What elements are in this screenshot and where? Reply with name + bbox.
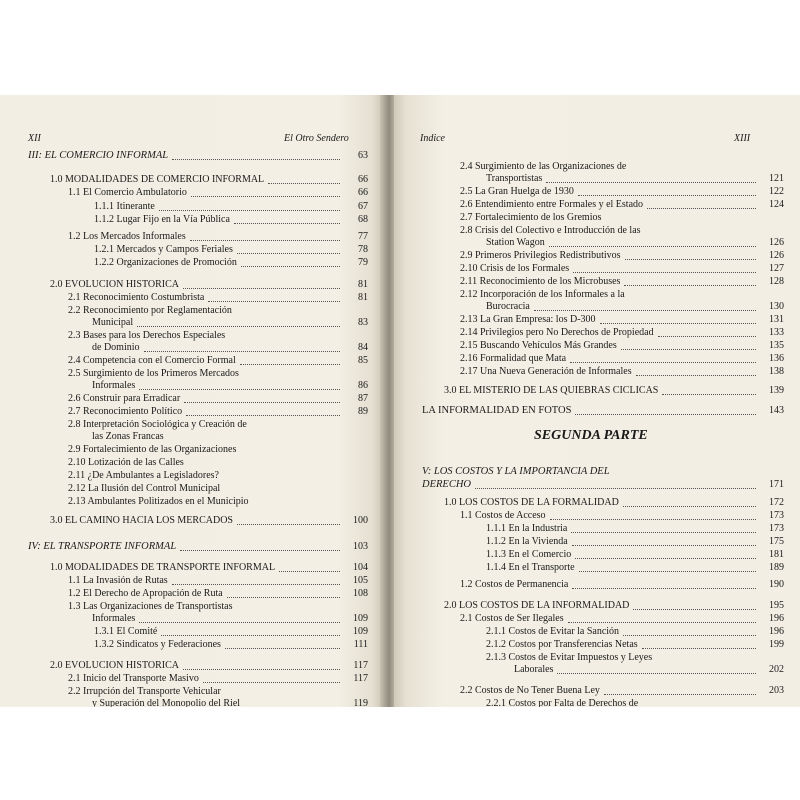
toc-entry: 2.16 Formalidad que Mata bbox=[460, 353, 567, 364]
toc-entry: 1.1 Costos de Acceso bbox=[460, 510, 546, 521]
toc-page-number: 122 bbox=[769, 186, 784, 197]
dot-leader bbox=[186, 415, 340, 416]
toc-page-number: 87 bbox=[358, 393, 368, 404]
dot-leader bbox=[570, 362, 756, 363]
toc-entry: III: EL COMERCIO INFORMAL bbox=[28, 150, 169, 161]
toc-page-number: 100 bbox=[353, 515, 368, 526]
toc-page-number: 83 bbox=[358, 317, 368, 328]
dot-leader bbox=[572, 545, 756, 546]
toc-entry: 2.13 Ambulantes Politizados en el Municipio bbox=[68, 496, 249, 507]
toc-entry: 2.0 EVOLUCION HISTORICA bbox=[50, 660, 179, 671]
dot-leader bbox=[137, 326, 340, 327]
dot-leader bbox=[183, 288, 340, 289]
toc-entry: 1.2.2 Organizaciones de Promoción bbox=[94, 257, 237, 268]
toc-entry: 2.2.1 Costos por Falta de Derechos de bbox=[486, 698, 639, 707]
dot-leader bbox=[625, 259, 756, 260]
dot-leader bbox=[557, 673, 756, 674]
toc-entry: 2.3 Bases para los Derechos Especiales bbox=[68, 330, 226, 341]
toc-entry: 2.6 Entendimiento entre Formales y el Estado bbox=[460, 199, 644, 210]
dot-leader bbox=[621, 349, 756, 350]
toc-page-number: 119 bbox=[353, 698, 368, 707]
dot-leader bbox=[241, 266, 340, 267]
toc-entry: 2.12 La Ilusión del Control Municipal bbox=[68, 483, 221, 494]
toc-entry: 2.7 Fortalecimiento de los Gremios bbox=[460, 212, 602, 223]
toc-page-number: 81 bbox=[358, 279, 368, 290]
dot-leader bbox=[575, 558, 756, 559]
dot-leader bbox=[191, 196, 340, 197]
toc-entry: DERECHO bbox=[422, 479, 471, 490]
toc-page-number: 173 bbox=[769, 523, 784, 534]
toc-page-number: 175 bbox=[769, 536, 784, 547]
part-heading: SEGUNDA PARTE bbox=[534, 428, 648, 443]
dot-leader bbox=[600, 323, 756, 324]
dot-leader bbox=[647, 208, 756, 209]
toc-page-number: 68 bbox=[358, 214, 368, 225]
toc-page-number: 109 bbox=[353, 613, 368, 624]
toc-entry: 2.1 Costos de Ser Ilegales bbox=[460, 613, 564, 624]
toc-entry: 1.0 MODALIDADES DE COMERCIO INFORMAL bbox=[50, 174, 265, 185]
toc-page-number: 138 bbox=[769, 366, 784, 377]
dot-leader bbox=[184, 402, 340, 403]
toc-entry: 2.13 La Gran Empresa: los D-300 bbox=[460, 314, 596, 325]
toc-entry: 2.12 Incorporación de los Informales a la bbox=[460, 289, 625, 300]
dot-leader bbox=[172, 584, 340, 585]
dot-leader bbox=[604, 694, 756, 695]
toc-entry: 1.3.1 El Comité bbox=[94, 626, 158, 637]
dot-leader bbox=[161, 635, 340, 636]
toc-entry: 2.6 Construir para Erradicar bbox=[68, 393, 181, 404]
toc-entry: las Zonas Francas bbox=[92, 431, 164, 442]
toc-page-number: 111 bbox=[353, 639, 368, 650]
toc-page-number: 104 bbox=[353, 562, 368, 573]
dot-leader bbox=[227, 597, 340, 598]
toc-page-number: 135 bbox=[769, 340, 784, 351]
toc-entry: 1.0 MODALIDADES DE TRANSPORTE INFORMAL bbox=[50, 562, 276, 573]
toc-entry: IV: EL TRANSPORTE INFORMAL bbox=[28, 541, 177, 552]
toc-entry: 1.2 Costos de Permanencia bbox=[460, 579, 569, 590]
dot-leader bbox=[636, 375, 756, 376]
toc-page-number: 181 bbox=[769, 549, 784, 560]
toc-entry: 1.0 LOS COSTOS DE LA FORMALIDAD bbox=[444, 497, 619, 508]
dot-leader bbox=[642, 648, 756, 649]
toc-entry: 2.4 Surgimiento de las Organizaciones de bbox=[460, 161, 627, 172]
toc-entry: 2.4 Competencia con el Comercio Formal bbox=[68, 355, 236, 366]
toc-page-number: 78 bbox=[358, 244, 368, 255]
dot-leader bbox=[234, 223, 340, 224]
toc-page-number: 117 bbox=[353, 673, 368, 684]
toc-entry: 2.1.1 Costos de Evitar la Sanción bbox=[486, 626, 620, 637]
toc-entry: 2.14 Privilegios pero No Derechos de Propiedad bbox=[460, 327, 654, 338]
toc-entry: LA INFORMALIDAD EN FOTOS bbox=[422, 405, 572, 416]
toc-entry: Station Wagon bbox=[486, 237, 545, 248]
toc-page-number: 202 bbox=[769, 664, 784, 675]
dot-leader bbox=[578, 195, 756, 196]
toc-page-number: 189 bbox=[769, 562, 784, 573]
toc-page-number: 108 bbox=[353, 588, 368, 599]
toc-entry: 2.0 EVOLUCION HISTORICA bbox=[50, 279, 179, 290]
dot-leader bbox=[268, 183, 340, 184]
page-number-right: XIII bbox=[734, 133, 751, 144]
dot-leader bbox=[571, 532, 756, 533]
toc-page-number: 203 bbox=[769, 685, 784, 696]
dot-leader bbox=[159, 210, 340, 211]
toc-entry: y Superación del Monopolio del Riel bbox=[92, 698, 241, 707]
toc-page-number: 128 bbox=[769, 276, 784, 287]
toc-page-number: 172 bbox=[769, 497, 784, 508]
toc-page-number: 196 bbox=[769, 613, 784, 624]
dot-leader bbox=[573, 272, 756, 273]
toc-entry: 2.1.2 Costos por Transferencias Netas bbox=[486, 639, 638, 650]
toc-page-number: 131 bbox=[769, 314, 784, 325]
toc-entry: 1.1.4 En el Transporte bbox=[486, 562, 575, 573]
toc-page-number: 86 bbox=[358, 380, 368, 391]
toc-page-number: 196 bbox=[769, 626, 784, 637]
toc-page-number: 103 bbox=[353, 541, 368, 552]
toc-entry: 2.1 Inicio del Transporte Masivo bbox=[68, 673, 199, 684]
toc-entry: Municipal bbox=[92, 317, 134, 328]
dot-leader bbox=[549, 246, 756, 247]
dot-leader bbox=[180, 550, 340, 551]
toc-page-number: 121 bbox=[769, 173, 784, 184]
dot-leader bbox=[575, 414, 756, 415]
toc-page-number: 67 bbox=[358, 201, 368, 212]
toc-page-number: 79 bbox=[358, 257, 368, 268]
toc-entry: 2.9 Fortalecimiento de las Organizaciones bbox=[68, 444, 237, 455]
toc-entry: 2.17 Una Nueva Generación de Informales bbox=[460, 366, 632, 377]
dot-leader bbox=[190, 240, 340, 241]
toc-entry: 3.0 EL CAMINO HACIA LOS MERCADOS bbox=[50, 515, 233, 526]
dot-leader bbox=[579, 571, 756, 572]
dot-leader bbox=[623, 635, 756, 636]
dot-leader bbox=[624, 285, 756, 286]
toc-page-number: 130 bbox=[769, 301, 784, 312]
toc-entry: 1.1.1 Itinerante bbox=[94, 201, 155, 212]
dot-leader bbox=[534, 310, 756, 311]
toc-entry: 2.1 Reconocimiento Costumbrista bbox=[68, 292, 205, 303]
toc-page-number: 195 bbox=[769, 600, 784, 611]
dot-leader bbox=[172, 159, 340, 160]
running-title-index: Indice bbox=[420, 133, 445, 144]
toc-entry: 2.5 La Gran Huelga de 1930 bbox=[460, 186, 574, 197]
dot-leader bbox=[139, 389, 340, 390]
toc-page-number: 127 bbox=[769, 263, 784, 274]
toc-entry: 1.2 El Derecho de Apropación de Ruta bbox=[68, 588, 223, 599]
dot-leader bbox=[550, 519, 756, 520]
toc-entry: 2.5 Surgimiento de los Primeros Mercados bbox=[68, 368, 239, 379]
toc-entry: de Dominio bbox=[92, 342, 140, 353]
toc-page-number: 171 bbox=[769, 479, 784, 490]
toc-entry: 2.2 Reconocimiento por Reglamentación bbox=[68, 305, 232, 316]
toc-entry: 2.10 Crisis de los Formales bbox=[460, 263, 570, 274]
toc-page-number: 66 bbox=[358, 187, 368, 198]
toc-entry: 1.1.2 Lugar Fijo en la Vía Pública bbox=[94, 214, 230, 225]
toc-entry: Informales bbox=[92, 380, 136, 391]
dot-leader bbox=[475, 488, 756, 489]
dot-leader bbox=[662, 394, 756, 395]
dot-leader bbox=[568, 622, 756, 623]
toc-page-number: 105 bbox=[353, 575, 368, 586]
toc-entry: 1.1.3 En el Comercio bbox=[486, 549, 572, 560]
toc-page-number: 124 bbox=[769, 199, 784, 210]
toc-entry: Transportistas bbox=[486, 173, 543, 184]
dot-leader bbox=[237, 524, 340, 525]
toc-page-number: 81 bbox=[358, 292, 368, 303]
toc-entry: 1.1.2 En la Vivienda bbox=[486, 536, 568, 547]
toc-entry: 1.1.1 En la Industria bbox=[486, 523, 568, 534]
toc-page-number: 139 bbox=[769, 385, 784, 396]
toc-entry: Informales bbox=[92, 613, 136, 624]
toc-entry: 1.1 La Invasión de Rutas bbox=[68, 575, 168, 586]
right-page bbox=[394, 95, 800, 707]
toc-page-number: 126 bbox=[769, 237, 784, 248]
toc-page-number: 109 bbox=[353, 626, 368, 637]
dot-leader bbox=[237, 253, 340, 254]
toc-entry: 2.1.3 Costos de Evitar Impuestos y Leyes bbox=[486, 652, 653, 663]
toc-entry: 1.3.2 Sindicatos y Federaciones bbox=[94, 639, 221, 650]
dot-leader bbox=[240, 364, 340, 365]
toc-page-number: 190 bbox=[769, 579, 784, 590]
toc-page-number: 84 bbox=[358, 342, 368, 353]
toc-page-number: 126 bbox=[769, 250, 784, 261]
dot-leader bbox=[633, 609, 756, 610]
toc-entry: 2.10 Lotización de las Calles bbox=[68, 457, 184, 468]
dot-leader bbox=[546, 182, 756, 183]
running-title: El Otro Sendero bbox=[284, 133, 349, 144]
toc-entry: V: LOS COSTOS Y LA IMPORTANCIA DEL bbox=[422, 466, 610, 477]
toc-entry: 3.0 EL MISTERIO DE LAS QUIEBRAS CICLICAS bbox=[444, 385, 659, 396]
toc-page-number: 89 bbox=[358, 406, 368, 417]
book-spread bbox=[0, 95, 800, 707]
toc-page-number: 117 bbox=[353, 660, 368, 671]
dot-leader bbox=[208, 301, 340, 302]
toc-page-number: 199 bbox=[769, 639, 784, 650]
toc-entry: 2.11 ¿De Ambulantes a Legisladores? bbox=[68, 470, 219, 481]
dot-leader bbox=[623, 506, 756, 507]
toc-page-number: 133 bbox=[769, 327, 784, 338]
toc-entry: Laborales bbox=[514, 664, 554, 675]
toc-page-number: 143 bbox=[769, 405, 784, 416]
toc-entry: 2.7 Reconocimiento Político bbox=[68, 406, 183, 417]
toc-entry: 1.2.1 Mercados y Campos Feriales bbox=[94, 244, 233, 255]
toc-entry: 2.9 Primeros Privilegios Redistributivos bbox=[460, 250, 621, 261]
toc-entry: 2.11 Reconocimiento de los Microbuses bbox=[460, 276, 621, 287]
toc-page-number: 136 bbox=[769, 353, 784, 364]
left-page bbox=[0, 95, 384, 707]
toc-entry: Burocracia bbox=[486, 301, 530, 312]
toc-entry: 2.2 Irrupción del Transporte Vehicular bbox=[68, 686, 221, 697]
toc-entry: 1.3 Las Organizaciones de Transportistas bbox=[68, 601, 233, 612]
toc-page-number: 66 bbox=[358, 174, 368, 185]
toc-page-number: 63 bbox=[358, 150, 368, 161]
dot-leader bbox=[658, 336, 756, 337]
dot-leader bbox=[225, 648, 340, 649]
toc-entry: 2.15 Buscando Vehículos Más Grandes bbox=[460, 340, 617, 351]
page-number-left: XII bbox=[28, 133, 41, 144]
dot-leader bbox=[572, 588, 756, 589]
dot-leader bbox=[183, 669, 340, 670]
toc-page-number: 173 bbox=[769, 510, 784, 521]
toc-entry: 1.1 El Comercio Ambulatorio bbox=[68, 187, 187, 198]
dot-leader bbox=[144, 351, 341, 352]
toc-entry: 2.8 Crisis del Colectivo e Introducción de las bbox=[460, 225, 641, 236]
dot-leader bbox=[203, 682, 340, 683]
toc-entry: 1.2 Los Mercados Informales bbox=[68, 231, 186, 242]
toc-entry: 2.8 Interpretación Sociológica y Creación de bbox=[68, 419, 247, 430]
dot-leader bbox=[279, 571, 340, 572]
toc-page-number: 77 bbox=[358, 231, 368, 242]
toc-entry: 2.2 Costos de No Tener Buena Ley bbox=[460, 685, 600, 696]
toc-entry: 2.0 LOS COSTOS DE LA INFORMALIDAD bbox=[444, 600, 630, 611]
toc-page-number: 85 bbox=[358, 355, 368, 366]
dot-leader bbox=[139, 622, 340, 623]
